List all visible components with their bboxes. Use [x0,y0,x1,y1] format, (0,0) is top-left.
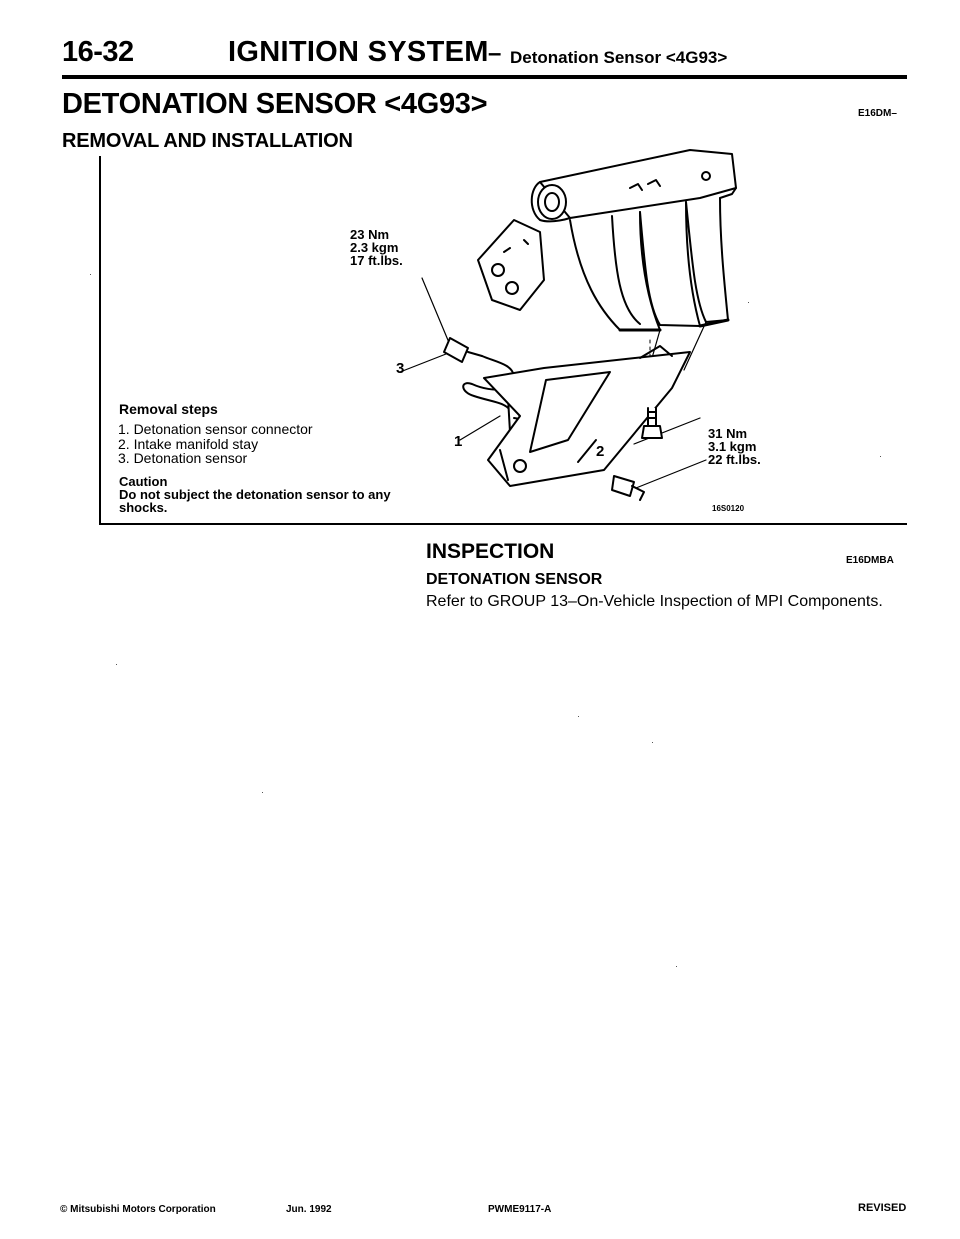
stay-bolt-bottom [612,476,644,500]
torque-top-nm: 23 Nm [350,227,390,242]
callout-1: 1 [454,433,463,450]
torque-top-ftlbs: 17 ft.lbs. [350,253,403,268]
removal-step: 1. Detonation sensor connector [118,421,313,437]
system-title: IGNITION SYSTEM [228,36,489,68]
inspection-title: INSPECTION [426,540,555,563]
section-subtitle: REMOVAL AND INSTALLATION [62,130,353,152]
callout-3: 3 [396,360,405,377]
torque-spec-right [708,427,761,466]
figure-code: 16S0120 [712,504,745,513]
inspection-code: E16DMBA [846,555,894,566]
footer-date: Jun. 1992 [286,1204,332,1215]
caution-label: Caution [119,474,168,489]
torque-spec-top [350,228,403,267]
removal-steps-list [118,422,313,466]
footer-copyright: © Mitsubishi Motors Corporation [60,1204,216,1215]
inspection-text: Refer to GROUP 13–On-Vehicle Inspection of MPI Components. [426,593,883,610]
intake-manifold-diagram [100,140,760,525]
footer-doc-code: PWME9117-A [488,1204,552,1215]
caution-text: Do not subject the detonation sensor to any [119,487,391,502]
removal-steps-heading: Removal steps [119,401,218,417]
torque-right-ftlbs: 22 ft.lbs. [708,452,761,467]
system-subtitle: Detonation Sensor <4G93> [510,48,728,67]
footer-revised: REVISED [858,1202,907,1214]
torque-top-kgm: 2.3 kgm [350,240,399,255]
title-dash: – [488,40,502,67]
intake-manifold [478,150,736,330]
caution-text-2: shocks. [119,500,168,515]
torque-right-kgm: 3.1 kgm [708,439,757,454]
callout-2: 2 [596,443,605,460]
section-code: E16DM– [858,108,897,119]
page-number: 16-32 [62,36,134,68]
caution-note [119,475,391,514]
section-title: DETONATION SENSOR <4G93> [62,88,488,120]
removal-step: 3. Detonation sensor [118,450,248,466]
removal-step: 2. Intake manifold stay [118,435,259,452]
inspection-subtitle: DETONATION SENSOR [426,571,603,588]
torque-right-nm: 31 Nm [708,426,748,441]
header-rule [62,75,907,79]
